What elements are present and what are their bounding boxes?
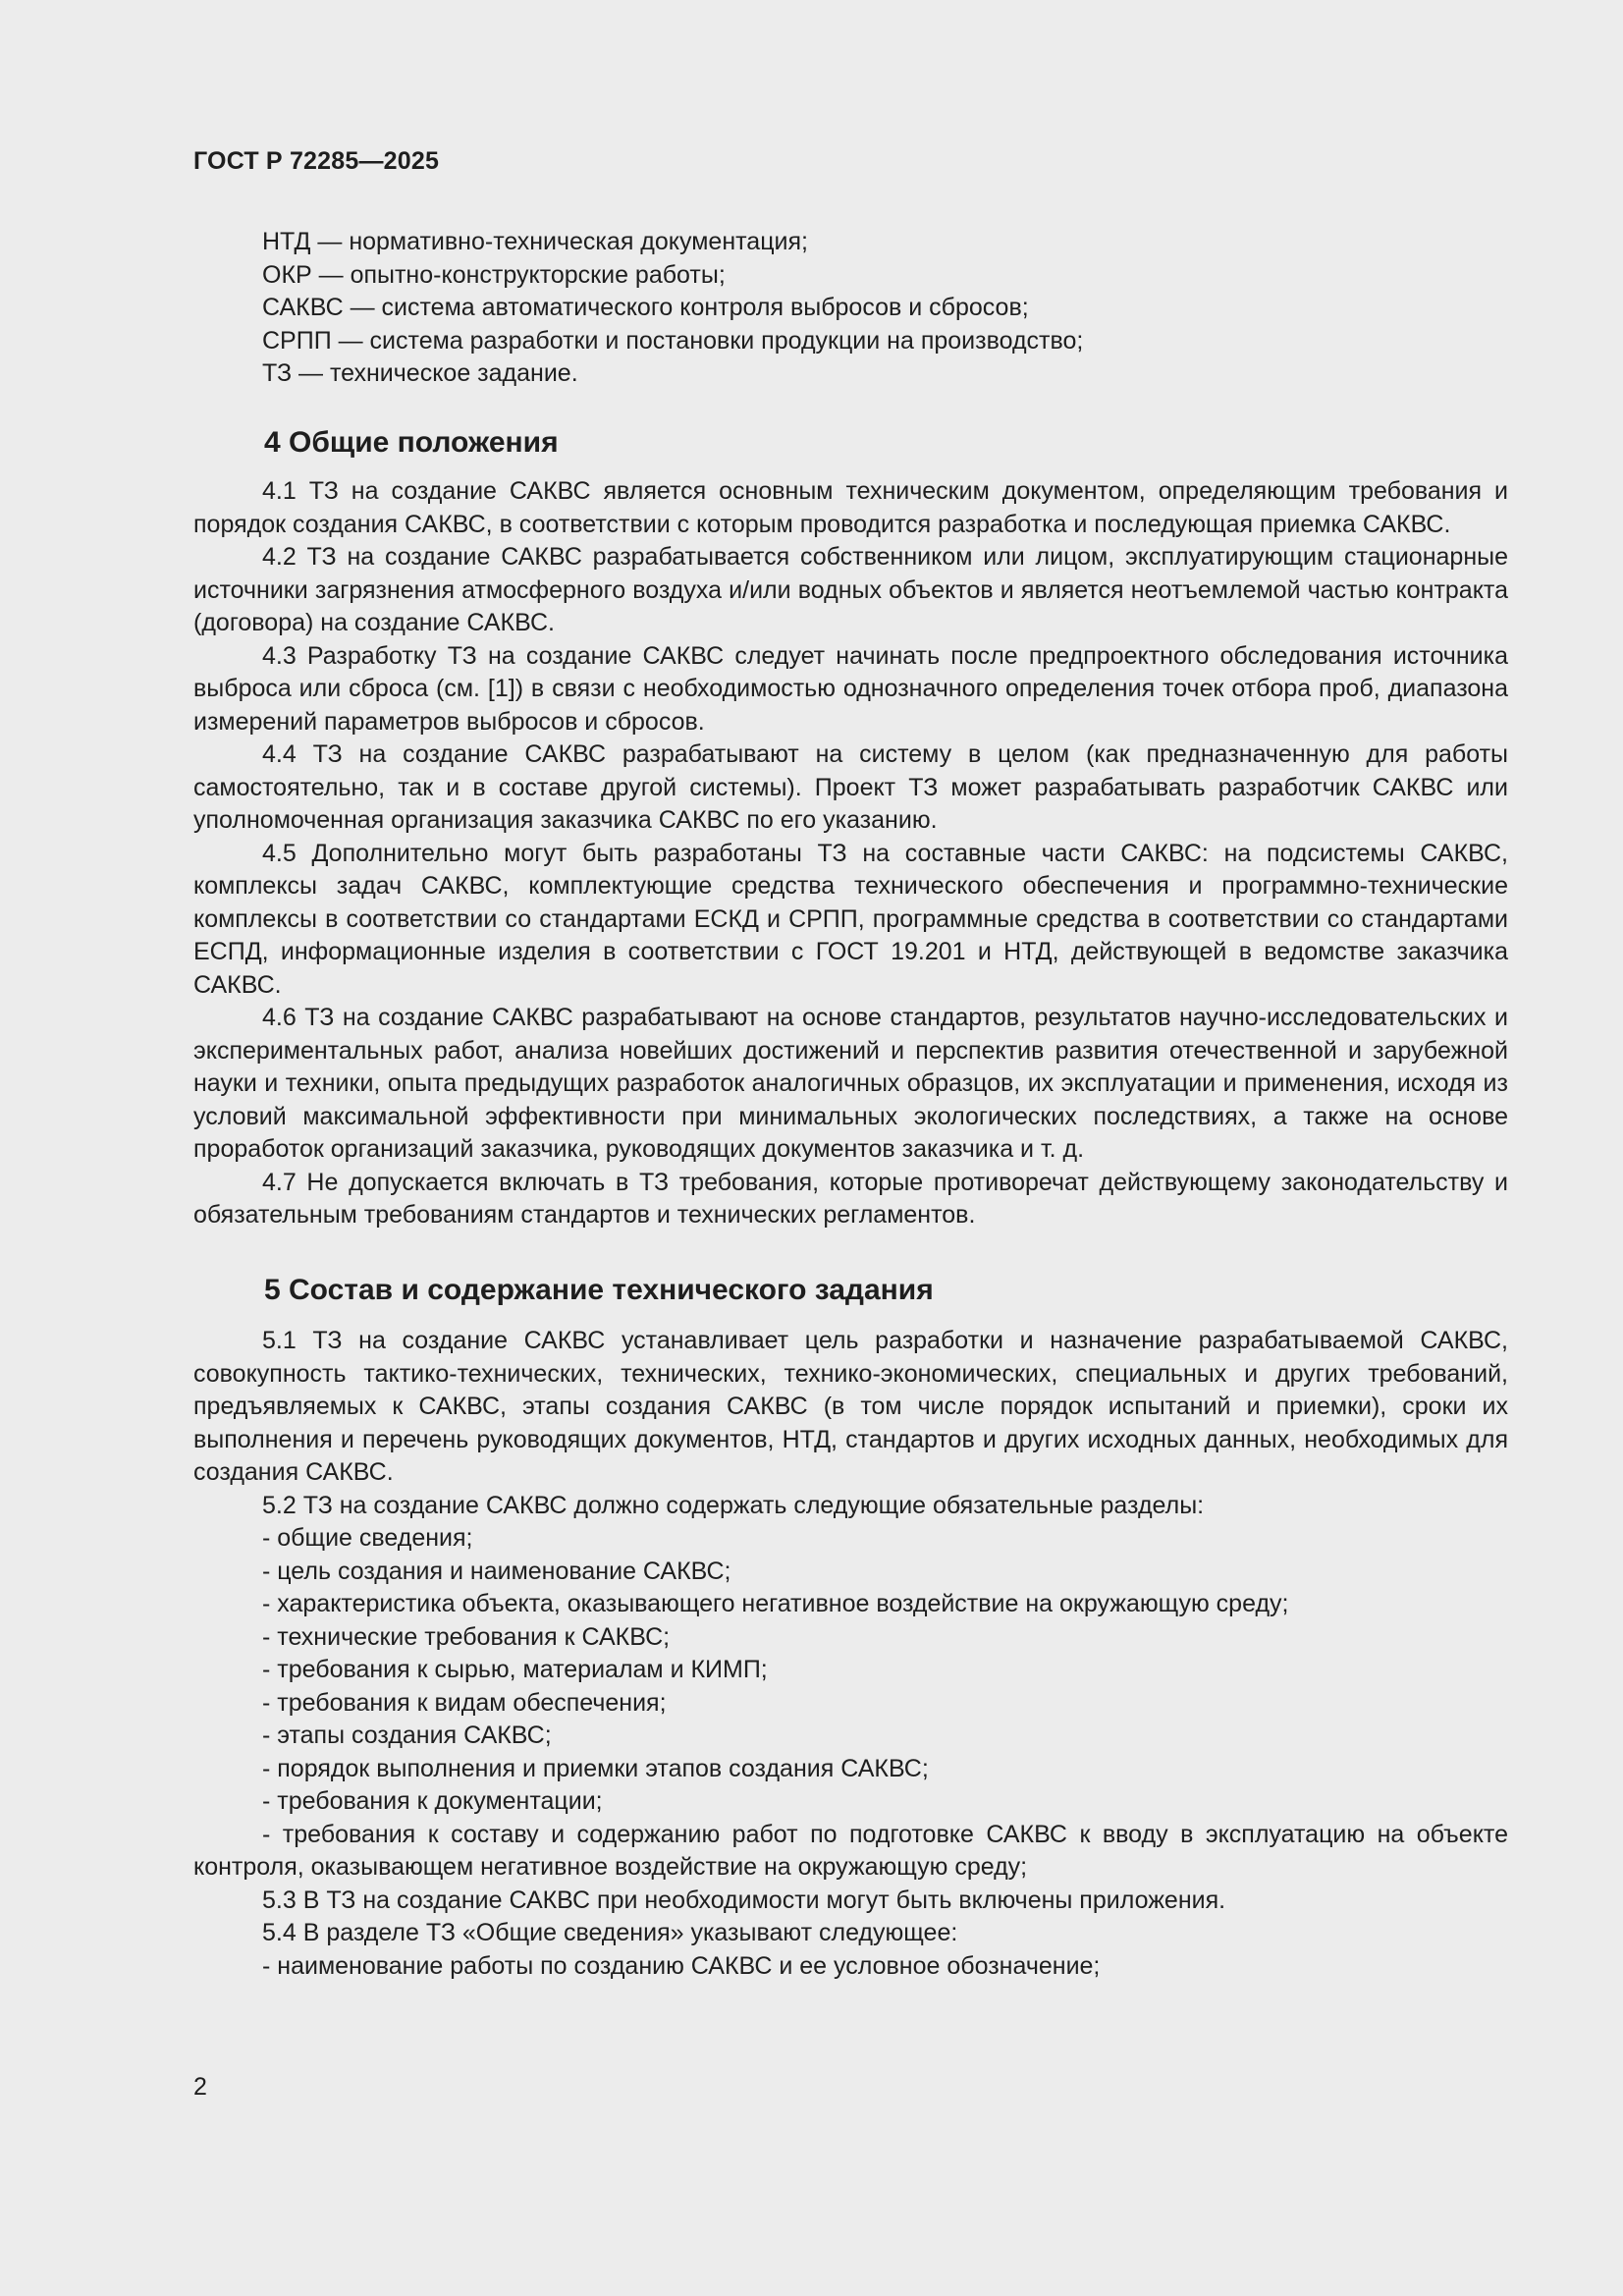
list-item: - этапы создания САКВС;: [262, 1722, 552, 1749]
abbreviation-item: ТЗ — техническое задание.: [262, 359, 578, 387]
abbreviations-list: [193, 226, 1508, 391]
document-body: [193, 226, 1508, 1983]
list-item: - общие сведения;: [262, 1524, 473, 1552]
section-5-title: 5 Состав и содержание технического задания: [264, 1273, 934, 1306]
list-item: - наименование работы по созданию САКВС и ее условное обозначение;: [262, 1951, 1101, 1980]
paragraph-4-6: 4.6 ТЗ на создание САКВС разрабатывают на основе стандартов, результатов научно-исследовательских и экспериментальных работ, анализа новейших достижений и перспектив развития отечественной и зарубежной науки и техники, опыта предыдущих разработок аналогичных образцов, их эксплуатации и применения, исходя из условий максимальной эффективности при минимальных экологических последствиях, а также на основе проработок организаций заказчика, руководящих документов заказчика и т. д.: [193, 1004, 1508, 1163]
list-item: - требования к составу и содержанию работ по подготовке САКВС к вводу в эксплуатацию на объекте контроля, оказывающем негативное воздействие на окружающую среду;: [193, 1820, 1508, 1881]
paragraph-5-1: 5.1 ТЗ на создание САКВС устанавливает цель разработки и назначение разрабатываемой САКВС, совокупность тактико-технических, технических, технико-экономических, специальных и других требований, предъявляемых к САКВС, этапы создания САКВС (в том числе порядок испытаний и приемки), сроки их выполнения и перечень руководящих документов, НТД, стандартов и других исходных данных, необходимых для создания САКВС.: [193, 1327, 1508, 1486]
paragraph-5-2: 5.2 ТЗ на создание САКВС должно содержать следующие обязательные разделы:: [262, 1491, 1205, 1519]
general-info-list: [193, 1950, 1508, 1984]
list-item: - требования к сырью, материалам и КИМП;: [262, 1656, 768, 1683]
document-code-header: ГОСТ Р 72285—2025: [193, 147, 440, 175]
list-item: - порядок выполнения и приемки этапов создания САКВС;: [262, 1754, 929, 1782]
paragraph-4-7: 4.7 Не допускается включать в ТЗ требования, которые противоречат действующему законодательству и обязательным требованиям стандартов и технических регламентов.: [193, 1168, 1508, 1229]
required-sections-list: [193, 1522, 1508, 1885]
list-item: - цель создания и наименование САКВС;: [262, 1557, 731, 1585]
paragraph-4-1: 4.1 ТЗ на создание САКВС является основным техническим документом, определяющим требования и порядок создания САКВС, в соответствии с которым проводится разработка и последующая приемка САКВС.: [193, 477, 1508, 538]
list-item: - требования к документации;: [262, 1787, 603, 1815]
paragraph-4-4: 4.4 ТЗ на создание САКВС разрабатывают на систему в целом (как предназначенную для работы самостоятельно, так и в составе другой системы). Проект ТЗ может разрабатывать разработчик САКВС или уполномоченная организация заказчика САКВС по его указанию.: [193, 740, 1508, 834]
abbreviation-item: НТД — нормативно-техническая документация;: [262, 228, 808, 255]
abbreviation-item: СРПП — система разработки и постановки продукции на производство;: [262, 326, 1084, 355]
section-4-title: 4 Общие положения: [264, 425, 559, 459]
paragraph-4-2: 4.2 ТЗ на создание САКВС разрабатывается собственником или лицом, эксплуатирующим стационарные источники загрязнения атмосферного воздуха и/или водных объектов и является неотъемлемой частью контракта (договора) на создание САКВС.: [193, 543, 1508, 636]
list-item: - требования к видам обеспечения;: [262, 1688, 667, 1717]
paragraph-5-3: 5.3 В ТЗ на создание САКВС при необходимости могут быть включены приложения.: [262, 1886, 1226, 1914]
abbreviation-item: САКВС — система автоматического контроля выбросов и сбросов;: [262, 294, 1029, 321]
paragraph-5-4: 5.4 В разделе ТЗ «Общие сведения» указывают следующее:: [262, 1919, 958, 1946]
page-number: 2: [193, 2073, 207, 2101]
paragraph-4-5: 4.5 Дополнительно могут быть разработаны ТЗ на составные части САКВС: на подсистемы САКВС, комплексы задач САКВС, комплектующие средства технического обеспечения и программно-технические комплексы в соответствии со стандартами ЕСКД и СРПП, программные средства в соответствии со стандартами ЕСПД, информационные изделия в соответствии с ГОСТ 19.201 и НТД, действующей в ведомстве заказчика САКВС.: [193, 839, 1508, 999]
list-item: - технические требования к САКВС;: [262, 1622, 671, 1651]
list-item: - характеристика объекта, оказывающего негативное воздействие на окружающую среду;: [262, 1590, 1289, 1617]
abbreviation-item: ОКР — опытно-конструкторские работы;: [262, 260, 726, 289]
paragraph-4-3: 4.3 Разработку ТЗ на создание САКВС следует начинать после предпроектного обследования источника выброса или сброса (см. [1]) в связи с необходимостью однозначного определения точек отбора проб, диапазона измерений параметров выбросов и сбросов.: [193, 641, 1508, 736]
